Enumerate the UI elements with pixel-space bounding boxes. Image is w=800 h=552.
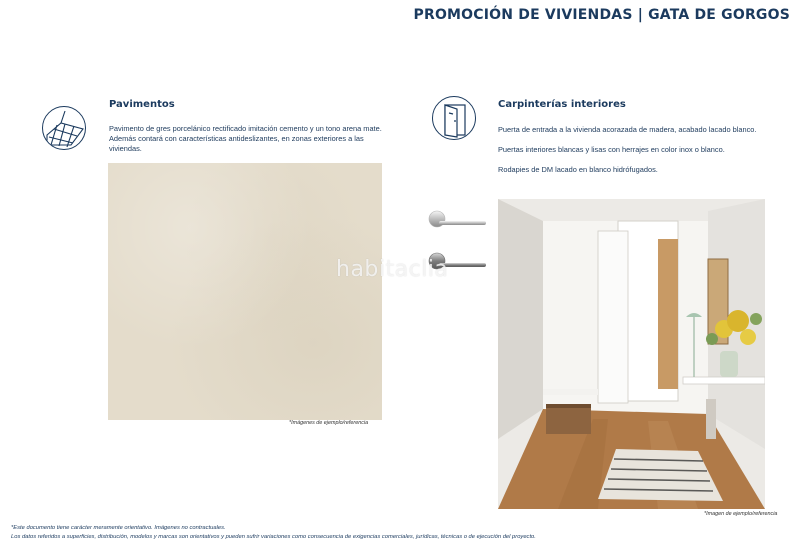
- pavimentos-description: Pavimento de gres porcelánico rectificado imitación cemento y un tono arena mate. Además contará con características antideslizantes, en zonas exteriores a las viviendas.: [109, 124, 382, 154]
- floor-tiles-icon: [42, 106, 86, 150]
- page-title: PROMOCIÓN DE VIVIENDAS | GATA DE GORGOS: [413, 7, 790, 23]
- habitaclia-watermark: habitaclia: [336, 257, 449, 282]
- carpinterias-title: Carpinterías interiores: [498, 99, 626, 110]
- carpinterias-item-1: Puerta de entrada a la vivienda acorazada de madera, acabado lacado blanco.: [498, 125, 757, 134]
- door-icon: [432, 96, 476, 140]
- hallway-interior-photo: [498, 199, 765, 509]
- door-handle-image-1: [428, 207, 488, 233]
- footnote-variations: Los datos referidos a superficies, distribución, modelos y marcas son orientativos y pueden sufrir variaciones como consecuencia de exigencias comerciales, jurídicas, técnicas o de ejecución del proyecto.: [11, 534, 536, 540]
- floor-tile-sample-image: [108, 163, 382, 420]
- carpinterias-item-2: Puertas interiores blancas y lisas con herrajes en color inox o blanco.: [498, 145, 725, 154]
- pavimentos-title: Pavimentos: [109, 99, 175, 110]
- footnote-disclaimer: *Este documento tiene carácter meramente orientativo. Imágenes no contractuales.: [11, 525, 226, 531]
- pavimentos-image-caption: *Imágenes de ejemplo/referencia: [289, 420, 369, 426]
- carpinterias-image-caption: *Imagen de ejemplo/referencia: [704, 511, 778, 517]
- carpinterias-item-3: Rodapies de DM lacado en blanco hidrófugados.: [498, 165, 658, 174]
